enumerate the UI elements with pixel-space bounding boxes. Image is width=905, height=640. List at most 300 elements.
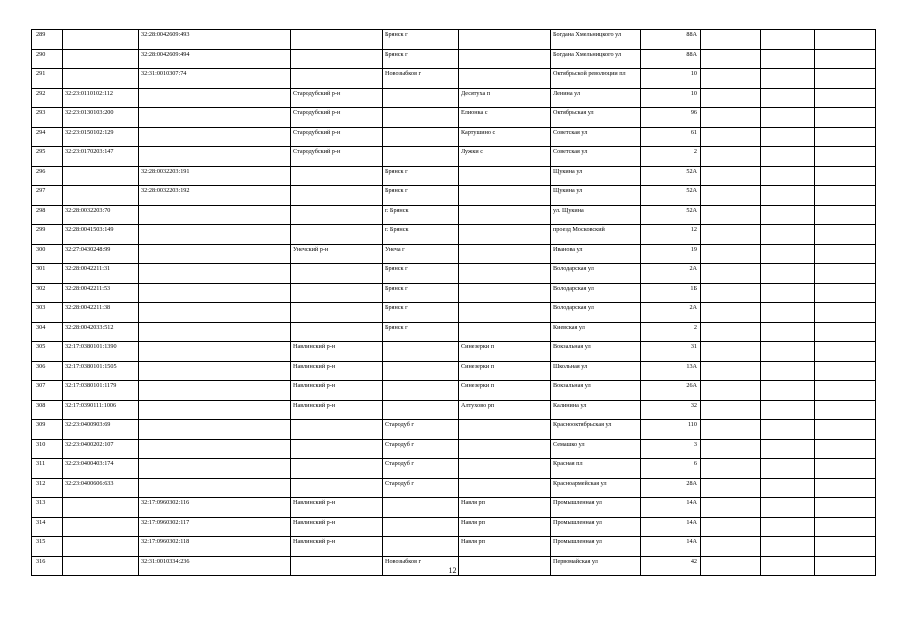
cadastral-number-cell (63, 186, 139, 206)
cadastral-number-cell: 32:17:0390111:1006 (63, 400, 139, 420)
house-number-cell: 14А (641, 537, 701, 557)
table-row (32, 166, 876, 186)
extra-cell-1 (701, 49, 761, 69)
street-cell: Школьная ул (551, 361, 641, 381)
settlement-cell (459, 459, 551, 479)
settlement-cell: Навля рп (459, 517, 551, 537)
street-cell: Советская ул (551, 127, 641, 147)
extra-cell-1 (701, 147, 761, 167)
extra-cell-2 (761, 322, 815, 342)
extra-cell-2 (761, 147, 815, 167)
city-cell: Брянск г (383, 49, 459, 69)
house-number-cell: 61 (641, 127, 701, 147)
row-number-cell: 314 (32, 517, 63, 537)
cadastral-number-cell: 32:28:0032203:70 (63, 205, 139, 225)
cadastral-number-cell: 32:27:0430248:99 (63, 244, 139, 264)
extra-cell-3 (815, 361, 876, 381)
district-cell: Стародубский р-н (291, 147, 383, 167)
city-cell: Брянск г (383, 264, 459, 284)
settlement-cell (459, 283, 551, 303)
building-cadastral-cell (139, 420, 291, 440)
settlement-cell (459, 420, 551, 440)
extra-cell-3 (815, 244, 876, 264)
building-cadastral-cell (139, 361, 291, 381)
extra-cell-1 (701, 322, 761, 342)
extra-cell-3 (815, 225, 876, 245)
house-number-cell: 19 (641, 244, 701, 264)
building-cadastral-cell (139, 127, 291, 147)
house-number-cell: 13А (641, 361, 701, 381)
street-cell: Краснооктябрьская ул (551, 420, 641, 440)
row-number-cell: 315 (32, 537, 63, 557)
district-cell: Унечский р-н (291, 244, 383, 264)
building-cadastral-cell: 32:31:0010334:236 (139, 556, 291, 576)
house-number-cell: 10 (641, 69, 701, 89)
extra-cell-1 (701, 30, 761, 50)
row-number-cell: 297 (32, 186, 63, 206)
city-cell: г. Брянск (383, 205, 459, 225)
extra-cell-3 (815, 88, 876, 108)
extra-cell-3 (815, 322, 876, 342)
cadastral-number-cell (63, 537, 139, 557)
extra-cell-2 (761, 478, 815, 498)
city-cell: Брянск г (383, 303, 459, 323)
extra-cell-1 (701, 517, 761, 537)
row-number-cell: 308 (32, 400, 63, 420)
row-number-cell: 298 (32, 205, 63, 225)
row-number-cell: 294 (32, 127, 63, 147)
cadastral-number-cell: 32:28:0041503:149 (63, 225, 139, 245)
cadastral-number-cell (63, 166, 139, 186)
building-cadastral-cell (139, 225, 291, 245)
city-cell (383, 537, 459, 557)
street-cell: Вокзальная ул (551, 342, 641, 362)
extra-cell-2 (761, 439, 815, 459)
street-cell: Красноармейская ул (551, 478, 641, 498)
extra-cell-1 (701, 478, 761, 498)
extra-cell-1 (701, 459, 761, 479)
settlement-cell (459, 166, 551, 186)
house-number-cell: 88А (641, 49, 701, 69)
extra-cell-1 (701, 244, 761, 264)
extra-cell-3 (815, 147, 876, 167)
extra-cell-3 (815, 420, 876, 440)
house-number-cell: 31 (641, 342, 701, 362)
row-number-cell: 289 (32, 30, 63, 50)
settlement-cell (459, 244, 551, 264)
table-row (32, 186, 876, 206)
extra-cell-3 (815, 459, 876, 479)
extra-cell-2 (761, 244, 815, 264)
row-number-cell: 292 (32, 88, 63, 108)
extra-cell-1 (701, 400, 761, 420)
house-number-cell: 26А (641, 381, 701, 401)
building-cadastral-cell: 32:31:0010307:74 (139, 69, 291, 89)
settlement-cell: Елионка с (459, 108, 551, 128)
street-cell: Промышленная ул (551, 537, 641, 557)
settlement-cell: Синезерки п (459, 381, 551, 401)
city-cell: Новозыбков г (383, 556, 459, 576)
table-row (32, 400, 876, 420)
extra-cell-2 (761, 517, 815, 537)
district-cell: Навлинский р-н (291, 517, 383, 537)
city-cell: Унеча г (383, 244, 459, 264)
street-cell: Богдана Хмельницкого ул (551, 49, 641, 69)
building-cadastral-cell (139, 459, 291, 479)
row-number-cell: 304 (32, 322, 63, 342)
city-cell: г. Брянск (383, 225, 459, 245)
city-cell: Стародуб г (383, 478, 459, 498)
extra-cell-2 (761, 49, 815, 69)
extra-cell-1 (701, 264, 761, 284)
street-cell: Калинина ул (551, 400, 641, 420)
district-cell (291, 30, 383, 50)
building-cadastral-cell: 32:17:0960302:118 (139, 537, 291, 557)
building-cadastral-cell: 32:28:0042609:493 (139, 30, 291, 50)
extra-cell-2 (761, 420, 815, 440)
settlement-cell (459, 439, 551, 459)
extra-cell-1 (701, 420, 761, 440)
building-cadastral-cell: 32:28:0042609:494 (139, 49, 291, 69)
city-cell: Стародуб г (383, 459, 459, 479)
street-cell: Октябрьской революции пл (551, 69, 641, 89)
district-cell: Навлинский р-н (291, 537, 383, 557)
extra-cell-3 (815, 205, 876, 225)
street-cell: Октябрьская ул (551, 108, 641, 128)
district-cell (291, 459, 383, 479)
table-row (32, 147, 876, 167)
city-cell: Брянск г (383, 30, 459, 50)
house-number-cell: 2А (641, 264, 701, 284)
table-row (32, 108, 876, 128)
street-cell: Володарская ул (551, 264, 641, 284)
cadastral-number-cell: 32:23:0400202:107 (63, 439, 139, 459)
extra-cell-3 (815, 283, 876, 303)
extra-cell-2 (761, 303, 815, 323)
city-cell (383, 108, 459, 128)
row-number-cell: 306 (32, 361, 63, 381)
extra-cell-3 (815, 478, 876, 498)
table-row (32, 69, 876, 89)
extra-cell-2 (761, 361, 815, 381)
cadastral-number-cell: 32:28:0042211:38 (63, 303, 139, 323)
table-row (32, 478, 876, 498)
extra-cell-3 (815, 537, 876, 557)
house-number-cell: 42 (641, 556, 701, 576)
street-cell: Ленина ул (551, 88, 641, 108)
city-cell (383, 400, 459, 420)
house-number-cell: 2А (641, 303, 701, 323)
house-number-cell: 110 (641, 420, 701, 440)
extra-cell-2 (761, 342, 815, 362)
building-cadastral-cell (139, 322, 291, 342)
table-row (32, 517, 876, 537)
extra-cell-3 (815, 303, 876, 323)
table-row (32, 322, 876, 342)
extra-cell-3 (815, 186, 876, 206)
district-cell (291, 420, 383, 440)
district-cell: Навлинский р-н (291, 361, 383, 381)
cadastral-number-cell: 32:23:0150102:129 (63, 127, 139, 147)
extra-cell-1 (701, 283, 761, 303)
extra-cell-3 (815, 517, 876, 537)
house-number-cell: 3 (641, 439, 701, 459)
cadastral-number-cell: 32:23:0400903:69 (63, 420, 139, 440)
extra-cell-2 (761, 127, 815, 147)
street-cell: Промышленная ул (551, 517, 641, 537)
extra-cell-2 (761, 88, 815, 108)
building-cadastral-cell (139, 478, 291, 498)
city-cell (383, 88, 459, 108)
street-cell: Киевская ул (551, 322, 641, 342)
district-cell (291, 225, 383, 245)
extra-cell-2 (761, 400, 815, 420)
house-number-cell: 52А (641, 186, 701, 206)
city-cell (383, 127, 459, 147)
extra-cell-3 (815, 30, 876, 50)
table-row (32, 283, 876, 303)
building-cadastral-cell (139, 244, 291, 264)
district-cell (291, 186, 383, 206)
cadastral-number-cell (63, 498, 139, 518)
house-number-cell: 52А (641, 205, 701, 225)
city-cell: Стародуб г (383, 439, 459, 459)
city-cell: Новозыбков г (383, 69, 459, 89)
settlement-cell: Навля рп (459, 498, 551, 518)
settlement-cell (459, 225, 551, 245)
extra-cell-1 (701, 108, 761, 128)
city-cell (383, 498, 459, 518)
cadastral-number-cell (63, 517, 139, 537)
row-number-cell: 299 (32, 225, 63, 245)
cadastral-number-cell: 32:28:0042211:31 (63, 264, 139, 284)
extra-cell-3 (815, 400, 876, 420)
district-cell: Навлинский р-н (291, 381, 383, 401)
extra-cell-3 (815, 342, 876, 362)
city-cell: Брянск г (383, 283, 459, 303)
extra-cell-1 (701, 303, 761, 323)
settlement-cell (459, 478, 551, 498)
cadastral-number-cell: 32:23:0400403:174 (63, 459, 139, 479)
extra-cell-1 (701, 127, 761, 147)
street-cell: Первомайская ул (551, 556, 641, 576)
building-cadastral-cell (139, 400, 291, 420)
extra-cell-1 (701, 88, 761, 108)
extra-cell-3 (815, 439, 876, 459)
table-row (32, 49, 876, 69)
district-cell (291, 303, 383, 323)
table-row (32, 127, 876, 147)
table-row (32, 420, 876, 440)
street-cell: Иванова ул (551, 244, 641, 264)
building-cadastral-cell (139, 439, 291, 459)
table-row (32, 264, 876, 284)
cadastral-number-cell: 32:17:0380101:1505 (63, 361, 139, 381)
settlement-cell: Навля рп (459, 537, 551, 557)
extra-cell-1 (701, 342, 761, 362)
table-row (32, 459, 876, 479)
building-cadastral-cell (139, 303, 291, 323)
house-number-cell: 1Б (641, 283, 701, 303)
row-number-cell: 293 (32, 108, 63, 128)
settlement-cell (459, 205, 551, 225)
page-number: 12 (448, 566, 457, 575)
extra-cell-2 (761, 69, 815, 89)
house-number-cell: 12 (641, 225, 701, 245)
settlement-cell: Картушино с (459, 127, 551, 147)
street-cell: Промышленная ул (551, 498, 641, 518)
district-cell (291, 264, 383, 284)
district-cell (291, 49, 383, 69)
row-number-cell: 290 (32, 49, 63, 69)
street-cell: Богдана Хмельницкого ул (551, 30, 641, 50)
extra-cell-2 (761, 225, 815, 245)
table-row (32, 244, 876, 264)
row-number-cell: 301 (32, 264, 63, 284)
row-number-cell: 316 (32, 556, 63, 576)
settlement-cell (459, 69, 551, 89)
extra-cell-2 (761, 537, 815, 557)
row-number-cell: 305 (32, 342, 63, 362)
extra-cell-3 (815, 166, 876, 186)
city-cell (383, 361, 459, 381)
street-cell: Красная пл (551, 459, 641, 479)
row-number-cell: 310 (32, 439, 63, 459)
extra-cell-2 (761, 186, 815, 206)
table-row (32, 30, 876, 50)
house-number-cell: 10 (641, 88, 701, 108)
extra-cell-1 (701, 537, 761, 557)
street-cell: Советская ул (551, 147, 641, 167)
extra-cell-3 (815, 49, 876, 69)
city-cell: Брянск г (383, 322, 459, 342)
table-row (32, 381, 876, 401)
city-cell (383, 342, 459, 362)
extra-cell-1 (701, 69, 761, 89)
building-cadastral-cell: 32:28:0032203:192 (139, 186, 291, 206)
extra-cell-1 (701, 439, 761, 459)
district-cell (291, 69, 383, 89)
district-cell: Навлинский р-н (291, 342, 383, 362)
building-cadastral-cell (139, 88, 291, 108)
city-cell: Брянск г (383, 186, 459, 206)
district-cell (291, 322, 383, 342)
house-number-cell: 28А (641, 478, 701, 498)
extra-cell-3 (815, 127, 876, 147)
building-cadastral-cell: 32:17:0960302:116 (139, 498, 291, 518)
house-number-cell: 32 (641, 400, 701, 420)
settlement-cell (459, 303, 551, 323)
settlement-cell: Синезерки п (459, 361, 551, 381)
extra-cell-2 (761, 30, 815, 50)
settlement-cell (459, 322, 551, 342)
building-cadastral-cell (139, 147, 291, 167)
building-cadastral-cell (139, 342, 291, 362)
building-cadastral-cell (139, 264, 291, 284)
row-number-cell: 296 (32, 166, 63, 186)
city-cell (383, 381, 459, 401)
table-body (32, 30, 876, 576)
street-cell: Володарская ул (551, 283, 641, 303)
street-cell: Вокзальная ул (551, 381, 641, 401)
settlement-cell: Лужки с (459, 147, 551, 167)
cadastral-number-cell: 32:23:0170203:147 (63, 147, 139, 167)
table-row (32, 225, 876, 245)
extra-cell-1 (701, 225, 761, 245)
extra-cell-2 (761, 108, 815, 128)
settlement-cell: Синезерки п (459, 342, 551, 362)
table-row (32, 205, 876, 225)
extra-cell-3 (815, 108, 876, 128)
settlement-cell: Десятуха п (459, 88, 551, 108)
city-cell: Брянск г (383, 166, 459, 186)
cadastral-number-cell: 32:23:0110102:112 (63, 88, 139, 108)
building-cadastral-cell: 32:28:0032203:191 (139, 166, 291, 186)
district-cell: Навлинский р-н (291, 400, 383, 420)
extra-cell-2 (761, 459, 815, 479)
street-cell: Семашко ул (551, 439, 641, 459)
table-row (32, 303, 876, 323)
city-cell (383, 147, 459, 167)
cadastral-number-cell (63, 49, 139, 69)
table-row (32, 88, 876, 108)
cadastral-number-cell: 32:23:0400606:633 (63, 478, 139, 498)
row-number-cell: 302 (32, 283, 63, 303)
cadastral-number-cell: 32:28:0042211:53 (63, 283, 139, 303)
district-cell: Стародубский р-н (291, 108, 383, 128)
city-cell (383, 517, 459, 537)
city-cell: Стародуб г (383, 420, 459, 440)
extra-cell-2 (761, 283, 815, 303)
street-cell: Володарская ул (551, 303, 641, 323)
extra-cell-3 (815, 381, 876, 401)
row-number-cell: 291 (32, 69, 63, 89)
settlement-cell: Алтухово рп (459, 400, 551, 420)
settlement-cell (459, 30, 551, 50)
extra-cell-1 (701, 361, 761, 381)
row-number-cell: 295 (32, 147, 63, 167)
row-number-cell: 303 (32, 303, 63, 323)
street-cell: Щукина ул (551, 166, 641, 186)
building-cadastral-cell (139, 283, 291, 303)
table-row (32, 537, 876, 557)
house-number-cell: 14А (641, 498, 701, 518)
table-row (32, 439, 876, 459)
street-cell: ул. Щукина (551, 205, 641, 225)
building-cadastral-cell (139, 205, 291, 225)
extra-cell-3 (815, 69, 876, 89)
extra-cell-2 (761, 166, 815, 186)
extra-cell-1 (701, 205, 761, 225)
row-number-cell: 313 (32, 498, 63, 518)
extra-cell-1 (701, 381, 761, 401)
extra-cell-1 (701, 166, 761, 186)
cadastral-number-cell: 32:23:0130103:200 (63, 108, 139, 128)
row-number-cell: 300 (32, 244, 63, 264)
settlement-cell (459, 186, 551, 206)
building-cadastral-cell (139, 381, 291, 401)
house-number-cell: 88А (641, 30, 701, 50)
extra-cell-3 (815, 264, 876, 284)
street-cell: проезд Московский (551, 225, 641, 245)
row-number-cell: 311 (32, 459, 63, 479)
row-number-cell: 307 (32, 381, 63, 401)
extra-cell-2 (761, 498, 815, 518)
table-row (32, 498, 876, 518)
settlement-cell (459, 49, 551, 69)
row-number-cell: 312 (32, 478, 63, 498)
extra-cell-1 (701, 186, 761, 206)
